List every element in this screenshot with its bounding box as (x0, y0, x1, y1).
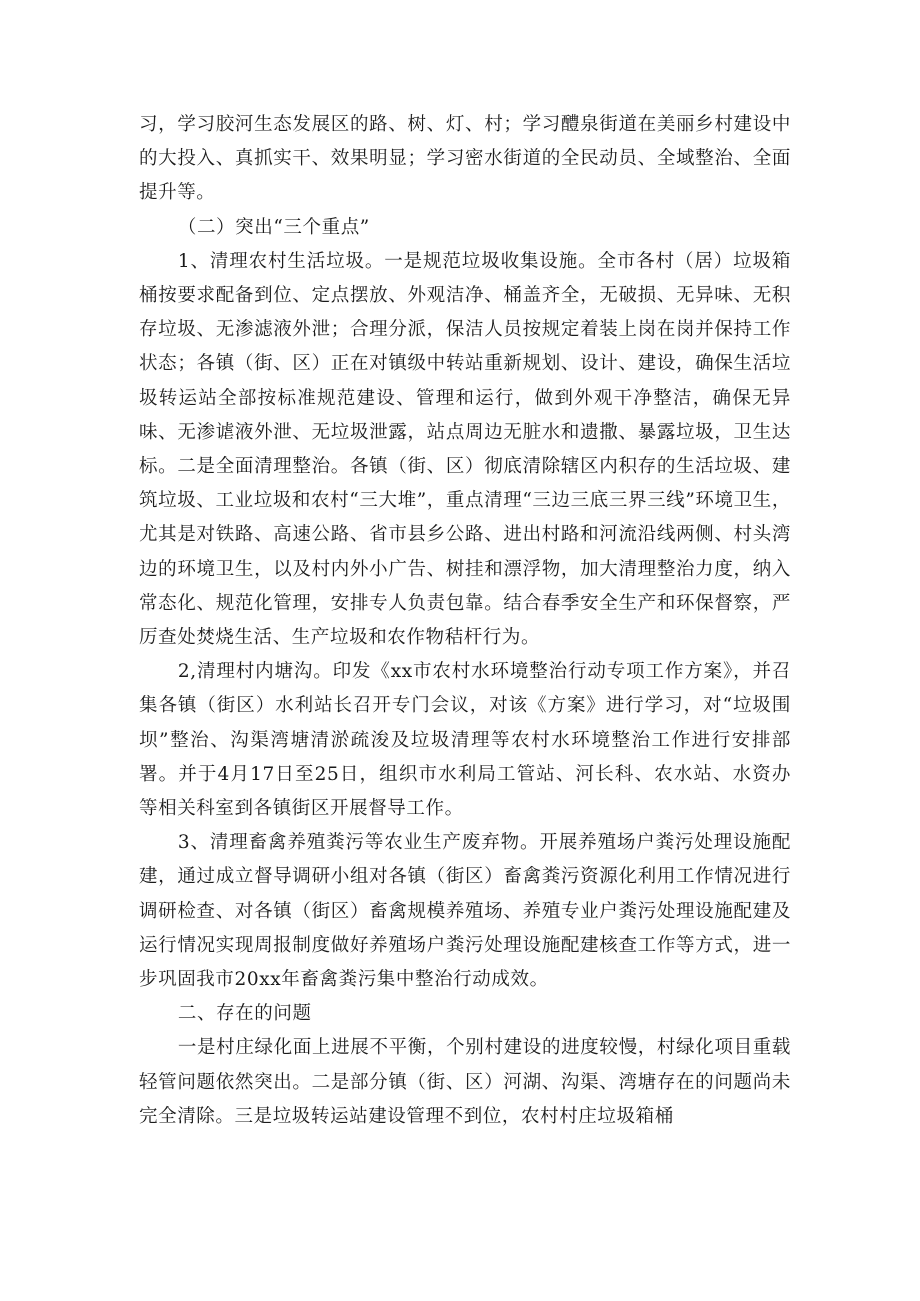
paragraph-problems-list: 一是村庄绿化面上进展不平衡，个别村建设的进度较慢，村绿化项目重载轻管问题依然突出。二是部分镇（街、区）河湖、沟渠、湾塘存在的问题尚未完全清除。三是垃圾转运站建设管理不到位，农村村庄垃圾箱桶 (139, 1037, 791, 1127)
paragraph-continued-learning: 习，学习胶河生态发展区的路、树、灯、村；学习醴泉街道在美丽乡村建设中的大投入、真抓实干、效果明显；学习密水街道的全民动员、全域整治、全面提升等。 (139, 114, 791, 204)
section-heading-three-priorities: （二）突出“三个重点” (177, 216, 370, 238)
paragraph-livestock-waste: 3、清理畜禽养殖粪污等农业生产废弃物。开展养殖场户粪污处理设施配建，通过成立督导调研小组对各镇（街区）畜禽粪污资源化利用工作情况进行调研检查、对各镇（街区）畜禽规模养殖场、养殖专业户粪污处理设施配建及运行情况实现周报制度做好养殖场户粪污处理设施配建核查工作等方式，进一步巩固我市20xx年畜禽粪污集中整治行动成效。 (139, 832, 791, 991)
section-heading-existing-problems: 二、存在的问题 (177, 1003, 312, 1025)
paragraph-clean-household-garbage: 1、清理农村生活垃圾。一是规范垃圾收集设施。全市各村（居）垃圾箱桶按要求配备到位、定点摆放、外观洁净、桶盖齐全，无破损、无异味、无积存垃圾、无渗滤液外泄；合理分派，保洁人员按规定着装上岗在岗并保持工作状态；各镇（街、区）正在对镇级中转站重新规划、设计、建设，确保生活垃圾转运站全部按标准规范建设、管理和运行，做到外观干净整洁，确保无异味、无渗谑液外泄、无垃圾泄露，站点周边无脏水和遗撒、暴露垃圾，卫生达标。二是全面清理整治。各镇（街、区）彻底清除辖区内积存的生活垃圾、建筑垃圾、工业垃圾和农村“三大堆”，重点清理“三边三底三界三线”环境卫生，尤其是对铁路、高速公路、省市县乡公路、进出村路和河流沿线两侧、村头湾边的环境卫生，以及村内外小广告、树挂和漂浮物，加大清理整治力度，纳入常态化、规范化管理，安排专人负责包靠。结合春季安全生产和环保督察，严厉查处焚烧生活、生产垃圾和农作物秸杆行为。 (139, 250, 791, 649)
document-body (139, 108, 791, 1134)
paragraph-clean-village-ponds: 2,清理村内塘沟。印发《xx市农村水环境整治行动专项工作方案》，并召集各镇（街区）水利站长召开专门会议，对该《方案》进行学习，对“垃圾围坝”整治、沟渠湾塘清淤疏浚及垃圾清理等农村水环境整治工作进行安排部署。并于4月17日至25日，组织市水利局工管站、河长科、农水站、水资办等相关科室到各镇街区开展督导工作。 (139, 661, 791, 820)
